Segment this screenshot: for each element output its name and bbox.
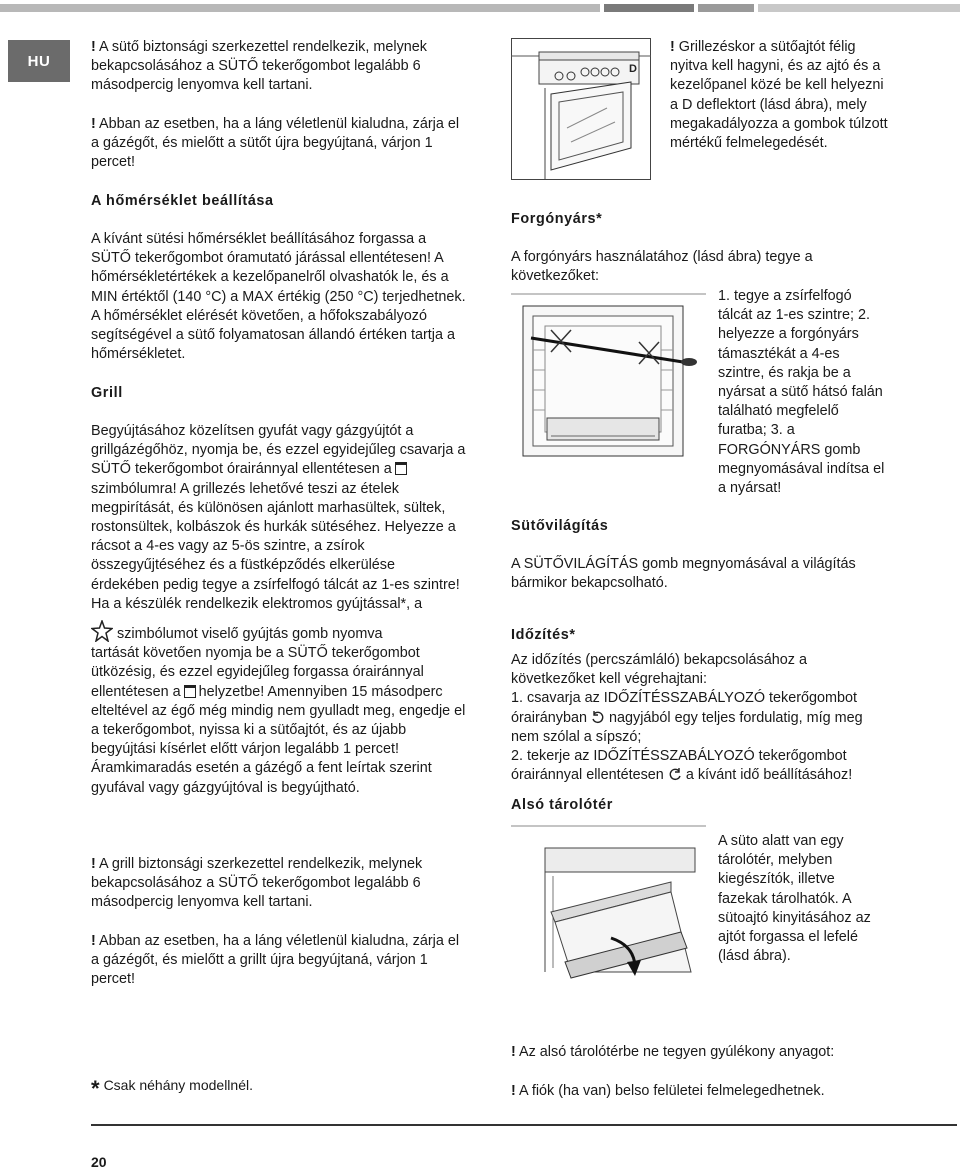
heading-timer: Időzítés*	[511, 627, 576, 643]
rotisserie-intro: A forgónyárs használatához (lásd ábra) tegye a következőket:	[511, 249, 813, 285]
heading-temperature: A hőmérséklet beállítása	[91, 193, 274, 209]
top-decorative-bar	[0, 4, 960, 12]
bottom-rule	[91, 1124, 957, 1126]
heading-storage: Alsó tárolótér	[511, 797, 613, 813]
clockwise-arrow-icon	[591, 710, 605, 724]
footnote: * Csak néhány modellnél.	[91, 1076, 253, 1101]
drawer-figure	[511, 822, 706, 1012]
safety-note-oven: ! A sütő biztonsági szerkezettel rendelkezik, melynek bekapcsolásához a SÜTŐ tekerőgombot legalább 6 másodpercig lenyomva kell tartani.	[91, 39, 427, 94]
rotisserie-steps: 1. tegye a zsírfelfogó tálcát az 1-es szintre; 2. helyezze a forgónyárs támasztékát a 4-es szintre, és rakja be a nyársat a sütő hátsó falán található megfelelő furatba; 3. a FORGÓNYÁRS gomb megnyomásával indítsa el a nyársat!	[718, 288, 885, 497]
flame-note-grill: ! Abban az esetben, ha a láng véletlenül kialudna, zárja el a gázégőt, és mielőtt a grillt újra begyújtaná, várjon 1 percet!	[91, 933, 460, 988]
rotisserie-figure	[511, 290, 706, 462]
warning-drawer-hot: ! A fiók (ha van) belso felületei felmelegedhetnek.	[511, 1083, 825, 1099]
heading-grill: Grill	[91, 385, 123, 401]
language-tab: HU	[8, 40, 70, 82]
grill-symbol-icon-2	[184, 685, 196, 698]
heading-oven-light: Sütővilágítás	[511, 518, 609, 534]
grill-text: Begyújtásához közelítsen gyufát vagy gázgyújtót a grillgázégőhöz, nyomja be, és ezzel egyidejűleg csavarja a SÜTŐ tekerőgombot órairánnyal ellentétesen aszimbólumra! A grillezés lehetővé teszi az ételek megpirítását, és különösen ajánlott marhasültek, sültek, rostonsültek, kolbászok és hurkák sütéséhez. Helyezze a rácsot a 4-es vagy az 5-ös szintre, a zsírok összegyűjtéséhez és a füstképződés elkerülése érdekében pedig tegye a zsírfelfogó tálcát az 1-es szintre! Ha a készülék rendelkezik elektromos gyújtással*, a szimbólumot viselő gyújtás gomb nyomva tartását követően nyomja be a SÜTŐ tekerőgombot ütközésig, és ezzel egyidejűleg forgassa órairánnyal ellentétesen a helyzetbe! Amennyiben 15 másodperc elteltével az égő még mindig nem gyulladt meg, engedje el a tekerőgombot, nyissa ki a sütőajtót, és az újabb begyújtási kísérlet előtt várjon legalább 1 percet! Áramkimaradás esetén a gázégő a fent leírtak szerint gyufával vagy gázgyújtóval is begyújtható.	[91, 423, 466, 796]
safety-note-grill: ! A grill biztonsági szerkezettel rendelkezik, melynek bekapcsolásához a SÜTŐ tekerőgombot legalább 6 másodpercig lenyomva kell tartani.	[91, 856, 423, 911]
grill-symbol-icon	[395, 462, 407, 475]
svg-text:D: D	[629, 63, 637, 75]
page-number: 20	[91, 1154, 107, 1170]
asterisk-icon: *	[91, 1076, 100, 1101]
counterclockwise-arrow-icon	[668, 767, 682, 781]
warning-flammable: ! Az alsó tárolótérbe ne tegyen gyúlékony anyagot:	[511, 1044, 835, 1060]
timer-text: Az időzítés (percszámláló) bekapcsolásához a következőket kell végrehajtani: 1. csavarja az IDŐZÍTÉSSZABÁLYOZÓ tekerőgombot órairányban nagyjából egy teljes fordulatig, míg meg nem szólal a sípszó; 2. tekerje az IDŐZÍTÉSSZABÁLYOZÓ tekerőgombot órairánnyal ellentétesen a kívánt idő beállításához!	[511, 652, 863, 784]
flame-note-oven: ! Abban az esetben, ha a láng véletlenül kialudna, zárja el a gázégőt, és mielőtt a sütőt újra begyújtaná, várjon 1 percet!	[91, 116, 460, 171]
temperature-text: A kívánt sütési hőmérséklet beállításához forgassa a SÜTŐ tekerőgombot óramutató járással ellentétesen! A hőmérsékletértékek a kezelőpanelről olvashatók le, és a MIN értéktől (140 °C) a MAX értékig (250 °C) terjedhetnek. A hőmérséklet elérését követően, a hőfokszabályozó segítségével a sütő folyamatosan állandó értéken tartja a hőmérsékletet.	[91, 231, 466, 363]
oven-light-text: A SÜTŐVILÁGÍTÁS gomb megnyomásával a világítás bármikor bekapcsolható.	[511, 556, 856, 592]
storage-text: A süto alatt van egy tárolótér, melyben kiegészítók, illetve fazekak tárolhatók. A sütoajtó kinyitásához az ajtót forgassa el lefelé (lásd ábra).	[718, 833, 871, 965]
deflector-figure	[511, 38, 651, 180]
deflector-text: ! Grillezéskor a sütőajtót félig nyitva kell hagyni, és az ajtó és a kezelőpanel közé be kell helyezni a D deflektort (lásd ábra), mely megakadályozza a gombok túlzott mértékű felmelegedését.	[670, 39, 888, 152]
ignition-star-icon	[91, 620, 113, 642]
heading-rotisserie: Forgónyárs*	[511, 211, 603, 227]
